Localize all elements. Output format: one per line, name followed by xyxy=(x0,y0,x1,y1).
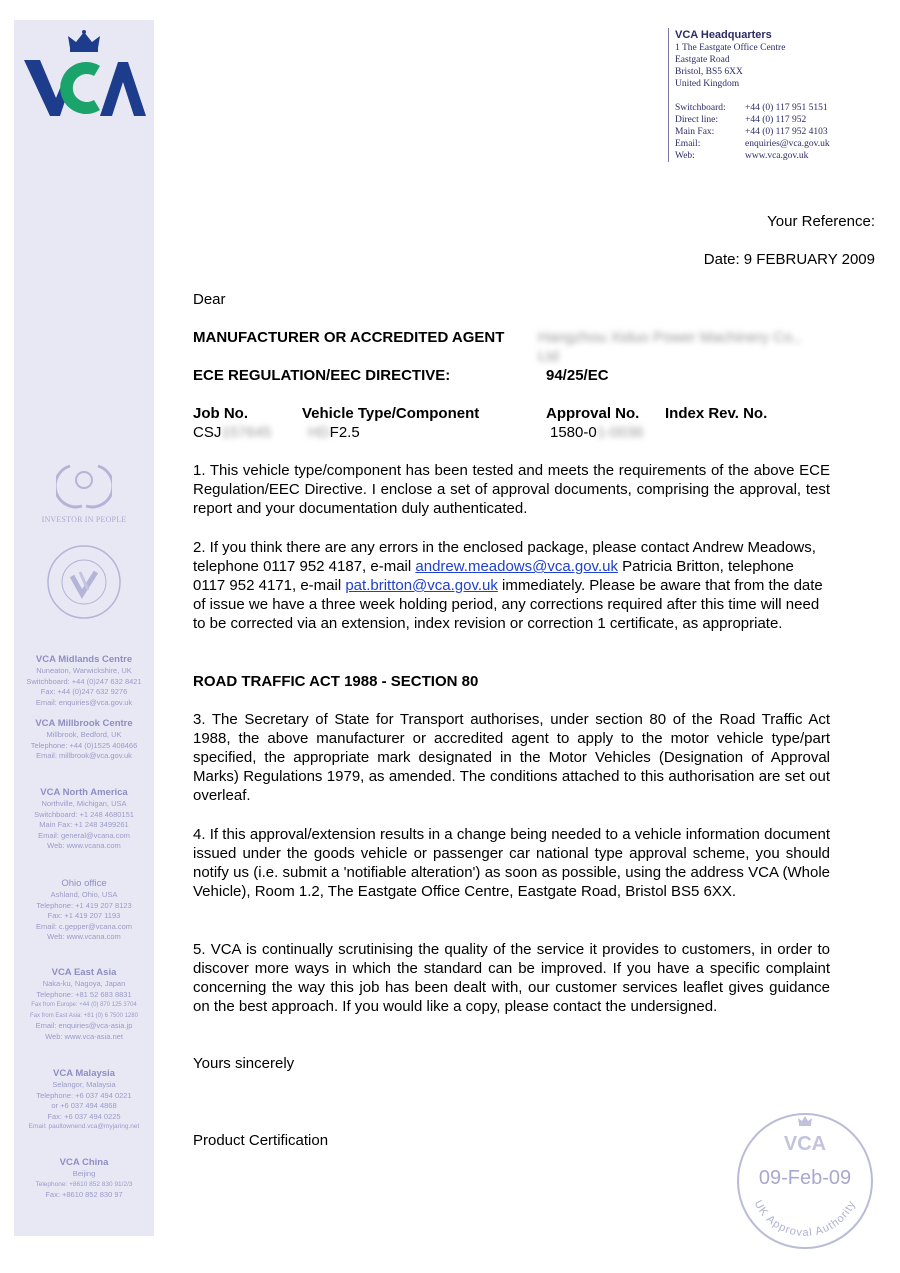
p2-text-a: 2. If you think there are any errors in the enclosed package, please contact Andrew Meadows, telephone 0117 952 4187, e-mail xyxy=(193,539,816,575)
hq-address-block xyxy=(668,28,895,162)
office-line: Web: www.vca-asia.net xyxy=(45,1031,123,1041)
office-title: VCA Malaysia xyxy=(53,1068,115,1079)
vehicle-redacted: HD xyxy=(308,424,330,441)
office-north-america xyxy=(14,786,154,852)
contact-label: Direct line: xyxy=(675,115,718,125)
investor-label: INVESTOR IN PEOPLE xyxy=(41,515,127,524)
contact-label: Main Fax: xyxy=(675,127,715,137)
contact-label: Email: xyxy=(675,139,701,149)
crown-icon xyxy=(68,30,100,52)
office-line: Email: c.gepper@vcana.com xyxy=(36,921,132,931)
contact-value: +44 (0) 117 952 4103 xyxy=(745,127,828,137)
contact-value: www.vca.gov.uk xyxy=(745,151,809,161)
hq-contact-row xyxy=(675,138,895,150)
stamp-ring-text: UK Approval Authority xyxy=(751,1198,859,1240)
office-line: Telephone: +6 037 494 0221 xyxy=(36,1090,132,1100)
hq-address-line: United Kingdom xyxy=(675,79,740,89)
stamp-logo: VCA xyxy=(783,1133,827,1155)
paragraph-1: 1. This vehicle type/component has been tested and meets the requirements of the above ECE Regulation/EEC Directive. I enclose a set of approval documents, comprising the approval, test report and your documentation duly authenticated. xyxy=(193,462,830,517)
office-title: VCA Millbrook Centre xyxy=(35,718,133,729)
office-line: Fax from East Asia: +81 (0) 6 7500 1280 xyxy=(30,1012,138,1019)
office-china xyxy=(14,1156,154,1201)
office-east-asia xyxy=(14,966,154,1042)
paragraph-3: 3. The Secretary of State for Transport authorises, under section 80 of the Road Traffic Act 1988, the above manufacturer or accredited agent to apply to the motor vehicle type/part specified, the appropriate mark designated in the Motor Vehicles (Designation of Approval Marks) Regulations 1979, as amended. The conditions attached to this authorisation are set out overleaf. xyxy=(193,711,830,804)
office-line: Switchboard: +1 248 4680151 xyxy=(34,809,134,819)
office-title: Ohio office xyxy=(61,878,107,889)
vehicle-type xyxy=(308,423,360,442)
office-line: Telephone: +1 419 207 8123 xyxy=(36,900,132,910)
contact-label: Switchboard: xyxy=(675,103,726,113)
manufacturer-label: MANUFACTURER OR ACCREDITED AGENT xyxy=(193,329,505,346)
office-line: Telephone: +8610 852 830 91/2/3 xyxy=(35,1180,133,1188)
office-line: Email: paultownend.vca@myjaring.net xyxy=(28,1123,140,1130)
office-line: Fax: +8610 852 830 97 xyxy=(45,1190,123,1199)
office-line: Fax: +44 (0)247 632 9276 xyxy=(40,687,128,696)
hq-contact-row xyxy=(675,114,895,126)
office-line: Email: millbrook@vca.gov.uk xyxy=(36,751,132,760)
office-line: Millbrook, Bedford, UK xyxy=(46,730,122,739)
header-approval-no: Approval No. xyxy=(546,405,640,422)
header-index-rev: Index Rev. No. xyxy=(665,405,768,422)
closing: Yours sincerely xyxy=(193,1055,295,1072)
regulation-value: 94/25/EC xyxy=(546,367,609,384)
office-line: or +6 037 494 4868 xyxy=(51,1101,117,1110)
job-number xyxy=(193,423,271,442)
office-title: VCA Midlands Centre xyxy=(35,654,133,665)
office-line: Naka-ku, Nagoya, Japan xyxy=(42,979,126,988)
contact-value: enquiries@vca.gov.uk xyxy=(745,139,830,149)
job-redacted: 157645 xyxy=(221,424,272,441)
office-line: Beijing xyxy=(72,1169,96,1178)
approval-redacted: 1-0036 xyxy=(596,424,644,441)
job-prefix: CSJ xyxy=(193,424,222,441)
contact-value: +44 (0) 117 952 xyxy=(745,115,807,125)
contact-value: +44 (0) 117 951 5151 xyxy=(745,103,828,113)
hq-title: VCA Headquarters xyxy=(675,29,772,41)
office-line: Email: enquiries@vca.gov.uk xyxy=(35,697,133,707)
vehicle-suffix: F2.5 xyxy=(329,424,360,441)
office-line: Selangor, Malaysia xyxy=(52,1080,116,1089)
office-line: Nuneaton, Warwickshire, UK xyxy=(36,666,132,675)
office-line: Web: www.vcana.com xyxy=(47,932,121,941)
p2-text-b: Patricia Britton, telephone 0117 952 4171, e-mail xyxy=(193,558,794,594)
office-line: Main Fax: +1 248 3499261 xyxy=(39,820,129,829)
office-line: Fax from Europe: +44 (0) 870 125 3704 xyxy=(31,1002,137,1008)
office-line: Switchboard: +44 (0)247 632 8421 xyxy=(26,676,142,686)
regulation-label: ECE REGULATION/EEC DIRECTIVE: xyxy=(193,367,451,384)
salutation: Dear xyxy=(193,291,226,308)
office-malaysia xyxy=(14,1067,154,1133)
p2-text-c: immediately. Please be aware that from the date of issue we have a three week holding period, any corrections required after this time will need to be corrected via an extension, index revision or correction 1 certificate, as appropriate. xyxy=(193,577,823,632)
office-line: Telephone: +44 (0)1525 408466 xyxy=(30,740,138,750)
office-title: VCA North America xyxy=(40,787,128,798)
investor-wreath-icon xyxy=(56,456,112,512)
sidebar xyxy=(14,20,154,1236)
office-midlands xyxy=(14,653,154,708)
hq-address-line: Bristol, BS5 6XX xyxy=(675,67,743,77)
manufacturer-value-redacted: Hangzhou Xiduo Power Machinery Co., Ltd xyxy=(538,329,801,365)
office-title: VCA East Asia xyxy=(51,967,117,978)
stamp-crown-icon xyxy=(798,1116,812,1126)
office-line: Fax: +6 037 494 0225 xyxy=(47,1111,121,1121)
header-vehicle-type: Vehicle Type/Component xyxy=(302,405,480,422)
hq-address-line: 1 The Eastgate Office Centre xyxy=(675,43,786,53)
hq-contact-row xyxy=(675,126,895,138)
signature-department: Product Certification xyxy=(193,1132,329,1149)
stamp-date: 09-Feb-09 xyxy=(758,1167,852,1189)
contact-label: Web: xyxy=(675,151,695,161)
office-line: Northville, Michigan, USA xyxy=(41,799,127,808)
approval-number xyxy=(550,423,643,442)
paragraph-5: 5. VCA is continually scrutinising the quality of the service it provides to customers, in order to discover more ways in which the standard can be improved. If you have a specific complaint concerning the way this job has been dealt with, our customer services leaflet gives guidance on the best approach. If you would like a copy, please contact the undersigned. xyxy=(193,941,830,1015)
paragraph-4: 4. If this approval/extension results in a change being needed to a vehicle information document issued under the goods vehicle or passenger car national type approval scheme, you should notify us (i.e. submit a 'notifiable alteration') as soon as possible, using the address VCA (Whole Vehicle), Room 1.2, The Eastgate Office Centre, Eastgate Road, Bristol BS5 6XX. xyxy=(193,826,830,900)
hq-address-line: Eastgate Road xyxy=(675,55,730,65)
your-reference: Your Reference: xyxy=(767,213,875,230)
office-line: Email: enquiries@vca-asia.jp xyxy=(35,1021,133,1030)
email-link-pat[interactable]: pat.britton@vca.gov.uk xyxy=(345,577,498,594)
approval-stamp xyxy=(736,1112,874,1250)
hq-contact-row xyxy=(675,102,895,114)
office-line: Email: general@vcana.com xyxy=(38,830,130,840)
office-title: VCA China xyxy=(59,1157,109,1168)
paragraph-2 xyxy=(193,538,830,633)
office-line: Fax: +1 419 207 1193 xyxy=(47,911,121,920)
vca-logo xyxy=(22,30,146,120)
disability-badge-icon xyxy=(44,542,124,622)
hq-contact-row xyxy=(675,150,895,162)
office-millbrook xyxy=(14,717,154,762)
approval-prefix: 1580-0 xyxy=(550,424,597,441)
office-line: Ashland, Ohio, USA xyxy=(50,890,118,899)
office-ohio xyxy=(14,877,154,943)
section-heading: ROAD TRAFFIC ACT 1988 - SECTION 80 xyxy=(193,673,479,690)
office-line: Telephone: +81 52 683 8831 xyxy=(36,989,132,999)
email-link-andrew[interactable]: andrew.meadows@vca.gov.uk xyxy=(415,558,618,575)
office-line: Web: www.vcana.com xyxy=(47,841,121,850)
header-job-no: Job No. xyxy=(193,405,248,422)
letter-date: Date: 9 FEBRUARY 2009 xyxy=(703,251,875,268)
